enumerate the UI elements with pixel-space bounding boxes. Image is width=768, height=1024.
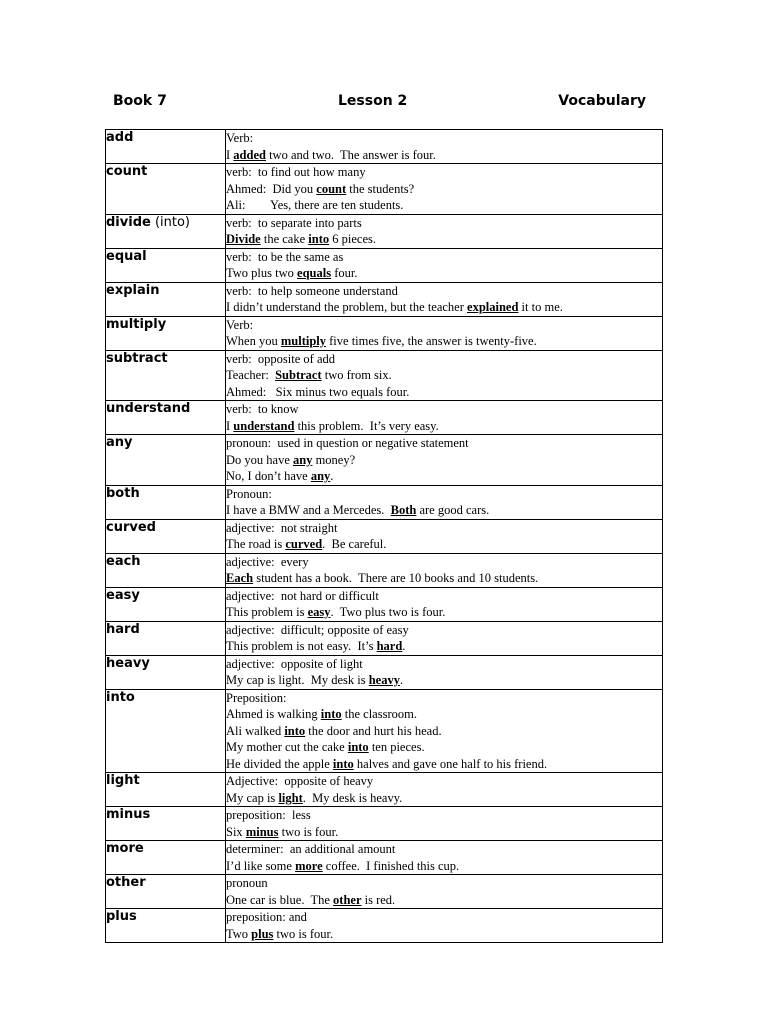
definition-text: . My desk is heavy.: [302, 790, 403, 805]
vocab-definition-cell: [226, 214, 663, 248]
definition-line: [226, 435, 662, 452]
definition-text: 6 pieces.: [329, 232, 376, 246]
definition-text: two is four.: [273, 926, 334, 941]
definition-text: two from six.: [321, 368, 392, 382]
vocab-word-highlight: added: [233, 147, 266, 162]
definition-text: I have a BMW and a Mercedes.: [226, 503, 391, 517]
definition-line: [226, 197, 662, 214]
definition-text: Verb:: [226, 131, 254, 145]
definition-line: [226, 536, 662, 553]
definition-line: [226, 520, 662, 537]
definition-line: [226, 231, 662, 248]
definition-text: verb: to be the same as: [226, 249, 344, 264]
vocab-word-suffix: (into): [150, 214, 191, 230]
vocab-definition-cell: [226, 553, 663, 587]
definition-line: [226, 875, 662, 892]
table-row: [106, 485, 663, 519]
vocab-word: other: [106, 875, 146, 890]
vocab-word: multiply: [106, 316, 167, 332]
vocab-definition-cell: [226, 316, 663, 350]
definition-line: [226, 588, 662, 605]
table-row: [106, 316, 663, 350]
definition-text: Ahmed: Did you: [226, 181, 317, 196]
definition-text: .: [402, 639, 406, 653]
definition-text: I’d like some: [226, 858, 296, 873]
vocab-word-highlight: count: [316, 181, 347, 196]
vocab-definition-cell: [226, 621, 663, 655]
table-row: [106, 909, 663, 943]
vocab-word-cell: [106, 130, 226, 164]
vocab-word: add: [106, 130, 134, 145]
definition-text: two is four.: [278, 824, 339, 839]
definition-line: [226, 249, 662, 266]
table-row: [106, 401, 663, 435]
definition-text: Verb:: [226, 317, 254, 332]
definition-line: [226, 638, 662, 655]
definition-line: [226, 926, 662, 943]
definition-text: are good cars.: [416, 503, 490, 517]
vocab-definition-cell: [226, 130, 663, 164]
definition-line: [226, 265, 662, 282]
definition-text: this problem. It’s very easy.: [294, 418, 439, 433]
definition-line: [226, 333, 662, 350]
lesson-label: Lesson 2: [338, 93, 408, 109]
vocab-definition-cell: [226, 875, 663, 909]
vocab-word: any: [106, 435, 133, 450]
vocab-word-cell: [106, 435, 226, 486]
book-label: Book 7: [113, 93, 167, 109]
definition-text: No, I don’t have: [226, 469, 311, 483]
vocab-word-highlight: into: [308, 232, 330, 246]
definition-line: [226, 401, 662, 418]
definition-text: adjective: not hard or difficult: [226, 588, 379, 603]
definition-line: [226, 502, 662, 519]
definition-text: He divided the apple: [226, 756, 333, 771]
vocab-word-highlight: more: [295, 858, 323, 873]
definition-text: ten pieces.: [368, 740, 425, 754]
definition-text: I didn’t understand the problem, but the teacher: [226, 300, 468, 314]
vocab-word-cell: [106, 519, 226, 553]
vocab-word-highlight: Each: [226, 571, 254, 585]
definition-text: pronoun: [226, 876, 268, 890]
definition-text: Do you have: [226, 452, 293, 467]
definition-text: .: [330, 469, 334, 483]
definition-text: the classroom.: [341, 707, 417, 721]
vocab-word: equal: [106, 248, 147, 264]
vocab-word-highlight: into: [332, 756, 354, 771]
definition-line: [226, 892, 662, 909]
vocab-word-cell: [106, 214, 226, 248]
table-row: [106, 773, 663, 807]
definition-text: the cake: [260, 232, 309, 246]
vocab-word-cell: [106, 282, 226, 316]
vocab-word-highlight: light: [278, 790, 303, 805]
definition-text: My mother cut the cake: [226, 740, 348, 754]
definition-line: [226, 418, 662, 435]
vocab-definition-cell: [226, 282, 663, 316]
vocab-word: explain: [106, 282, 160, 298]
definition-text: Two: [226, 926, 252, 941]
definition-line: [226, 570, 662, 587]
vocab-word-highlight: equals: [297, 266, 332, 280]
vocab-word-cell: [106, 350, 226, 401]
vocab-definition-cell: [226, 485, 663, 519]
vocab-definition-cell: [226, 164, 663, 215]
table-row: [106, 164, 663, 215]
definition-text: Ali: Yes, there are ten students.: [226, 198, 404, 212]
definition-text: When you: [226, 334, 281, 348]
vocabulary-table: [105, 129, 663, 943]
definition-line: [226, 486, 662, 503]
vocab-word-cell: [106, 841, 226, 875]
definition-text: student has a book. There are 10 books and 10 students.: [253, 571, 539, 585]
vocab-definition-cell: [226, 841, 663, 875]
definition-text: Ahmed is walking: [226, 707, 321, 721]
definition-line: [226, 147, 662, 164]
table-row: [106, 807, 663, 841]
definition-text: adjective: opposite of light: [226, 656, 363, 671]
vocab-word: light: [106, 773, 140, 788]
definition-text: verb: to find out how many: [226, 165, 366, 179]
vocab-word: heavy: [106, 655, 150, 671]
definition-line: [226, 622, 662, 639]
vocab-word-highlight: easy: [307, 605, 331, 619]
definition-line: [226, 283, 662, 300]
vocab-word-highlight: any: [310, 469, 331, 483]
table-row: [106, 435, 663, 486]
vocab-definition-cell: [226, 248, 663, 282]
vocab-definition-cell: [226, 350, 663, 401]
table-row: [106, 130, 663, 164]
vocab-definition-cell: [226, 401, 663, 435]
vocab-word-highlight: understand: [233, 418, 295, 433]
vocabulary-table-body: [106, 130, 663, 943]
table-row: [106, 841, 663, 875]
table-row: [106, 875, 663, 909]
definition-text: halves and gave one half to his friend.: [353, 756, 548, 771]
definition-line: [226, 604, 662, 621]
vocab-definition-cell: [226, 435, 663, 486]
vocab-word-cell: [106, 909, 226, 943]
definition-text: Six: [226, 824, 246, 839]
definition-text: Ahmed: Six minus two equals four.: [226, 384, 410, 399]
vocab-word-highlight: any: [293, 452, 313, 467]
definition-line: [226, 656, 662, 673]
vocab-word: each: [106, 553, 141, 569]
definition-line: [226, 723, 662, 740]
definition-line: [226, 807, 662, 824]
vocab-word-highlight: into: [284, 723, 306, 738]
definition-text: This problem is not easy. It’s: [226, 639, 377, 653]
vocab-word-highlight: multiply: [280, 334, 327, 348]
definition-text: .: [399, 673, 404, 687]
vocab-word-cell: [106, 164, 226, 215]
vocab-word: plus: [106, 909, 137, 924]
vocab-word-highlight: Subtract: [275, 368, 322, 382]
definition-line: [226, 554, 662, 571]
vocab-word-cell: [106, 248, 226, 282]
definition-text: two and two. The answer is four.: [265, 147, 436, 162]
vocab-word-cell: [106, 553, 226, 587]
vocab-definition-cell: [226, 909, 663, 943]
definition-line: [226, 130, 662, 147]
vocabulary-title: Vocabulary: [558, 93, 646, 109]
definition-line: [226, 672, 662, 689]
table-row: [106, 282, 663, 316]
definition-line: [226, 215, 662, 232]
definition-line: [226, 690, 662, 707]
table-row: [106, 214, 663, 248]
definition-text: My cap is light. My desk is: [226, 673, 369, 687]
vocab-word-highlight: explained: [467, 300, 519, 314]
definition-text: My cap is: [226, 790, 279, 805]
vocab-definition-cell: [226, 655, 663, 689]
definition-text: Two plus two: [226, 266, 298, 280]
definition-text: adjective: difficult; opposite of easy: [226, 622, 409, 637]
vocab-word-cell: [106, 587, 226, 621]
definition-text: four.: [331, 266, 358, 280]
vocab-word-highlight: into: [347, 740, 369, 754]
definition-line: [226, 367, 662, 384]
definition-text: coffee. I finished this cup.: [322, 858, 460, 873]
definition-text: the students?: [346, 181, 415, 196]
vocab-word: subtract: [106, 350, 168, 366]
definition-text: I: [226, 147, 234, 162]
definition-line: [226, 299, 662, 316]
definition-line: [226, 351, 662, 368]
table-row: [106, 553, 663, 587]
vocab-word: minus: [106, 807, 151, 822]
definition-text: One car is blue. The: [226, 892, 334, 907]
vocab-word-highlight: hard: [376, 639, 403, 653]
vocab-word-highlight: into: [320, 707, 342, 721]
table-row: [106, 587, 663, 621]
definition-text: . Be careful.: [322, 537, 387, 551]
definition-text: Teacher:: [226, 368, 276, 382]
vocab-word-cell: [106, 773, 226, 807]
definition-text: is red.: [361, 892, 396, 907]
definition-text: Adjective: opposite of heavy: [226, 774, 374, 788]
vocab-word: easy: [106, 587, 140, 603]
vocab-word-cell: [106, 401, 226, 435]
definition-text: Preposition:: [226, 690, 287, 705]
vocab-word-highlight: Both: [390, 503, 417, 517]
definition-text: preposition: less: [226, 808, 311, 822]
definition-line: [226, 824, 662, 841]
definition-line: [226, 773, 662, 790]
definition-line: [226, 790, 662, 807]
vocab-word: curved: [106, 519, 156, 535]
definition-line: [226, 909, 662, 926]
table-row: [106, 248, 663, 282]
table-row: [106, 350, 663, 401]
vocab-word: count: [106, 164, 148, 179]
definition-text: five times five, the answer is twenty-five.: [326, 334, 537, 348]
definition-text: verb: to separate into parts: [226, 215, 362, 230]
definition-text: money?: [312, 452, 356, 467]
vocab-word-cell: [106, 655, 226, 689]
table-row: [106, 519, 663, 553]
vocab-definition-cell: [226, 773, 663, 807]
definition-line: [226, 181, 662, 198]
vocab-word: hard: [106, 621, 140, 637]
definition-text: determiner: an additional amount: [226, 842, 396, 856]
vocab-word-highlight: minus: [245, 824, 279, 839]
vocab-definition-cell: [226, 689, 663, 773]
vocab-word-highlight: plus: [251, 926, 274, 941]
definition-text: preposition: and: [226, 910, 307, 924]
vocab-word-cell: [106, 316, 226, 350]
definition-line: [226, 468, 662, 485]
definition-text: Pronoun:: [226, 486, 272, 501]
definition-text: Ali walked: [226, 723, 285, 738]
definition-line: [226, 858, 662, 875]
definition-text: . Two plus two is four.: [330, 605, 446, 619]
vocab-word: understand: [106, 401, 191, 416]
vocab-word-cell: [106, 485, 226, 519]
vocab-word-highlight: curved: [285, 537, 323, 551]
table-row: [106, 689, 663, 773]
vocab-word-highlight: other: [333, 892, 362, 907]
table-row: [106, 621, 663, 655]
vocab-definition-cell: [226, 519, 663, 553]
definition-text: The road is: [226, 537, 286, 551]
vocab-word-cell: [106, 689, 226, 773]
definition-text: it to me.: [518, 300, 563, 314]
definition-line: [226, 706, 662, 723]
page-header: [113, 93, 646, 113]
definition-line: [226, 452, 662, 469]
vocab-word: more: [106, 841, 144, 856]
definition-line: [226, 756, 662, 773]
vocab-definition-cell: [226, 587, 663, 621]
definition-line: [226, 841, 662, 858]
definition-text: I: [226, 418, 234, 433]
vocab-word-cell: [106, 875, 226, 909]
vocab-word: both: [106, 485, 140, 501]
definition-text: pronoun: used in question or negative statement: [226, 436, 469, 450]
vocab-word: divide: [106, 214, 151, 230]
definition-text: verb: to help someone understand: [226, 283, 398, 298]
definition-line: [226, 384, 662, 401]
vocab-word-cell: [106, 621, 226, 655]
table-row: [106, 655, 663, 689]
definition-text: adjective: every: [226, 554, 309, 569]
vocab-definition-cell: [226, 807, 663, 841]
vocab-word-cell: [106, 807, 226, 841]
definition-line: [226, 739, 662, 756]
vocab-word: into: [106, 689, 135, 705]
vocab-word-highlight: Divide: [226, 232, 261, 246]
vocab-word-highlight: heavy: [368, 673, 400, 687]
definition-text: verb: to know: [226, 402, 299, 416]
definition-line: [226, 317, 662, 334]
definition-text: This problem is: [226, 605, 308, 619]
definition-text: adjective: not straight: [226, 520, 338, 535]
definition-line: [226, 164, 662, 181]
definition-text: verb: opposite of add: [226, 351, 336, 366]
definition-text: the door and hurt his head.: [305, 723, 442, 738]
